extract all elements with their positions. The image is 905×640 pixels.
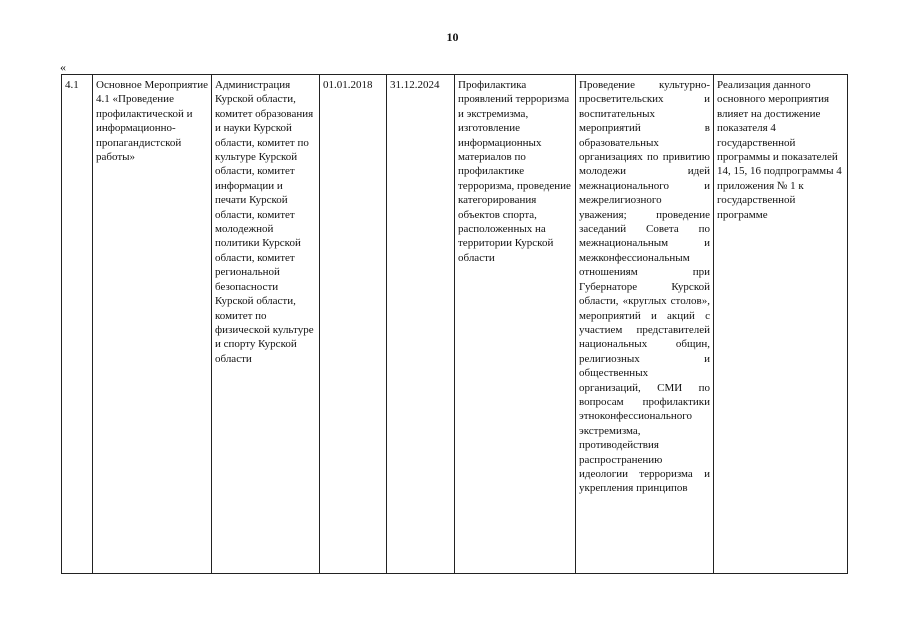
measures-table: [61, 74, 848, 574]
expected-result-cell: Профилактика проявлений терроризма и экстремизма, изготовление информационных материалов по профилактике терроризма, проведение категорирования объектов спорта, расположенных на территории Курской области: [455, 75, 576, 574]
opening-quote-mark: «: [60, 60, 66, 74]
page-number: 10: [446, 30, 459, 44]
indicators-relation-cell: Реализация данного основного мероприятия влияет на достижение показателя 4 государственной программы и показателей 14, 15, 16 подпрограммы 4 приложения № 1 к государственной программе: [714, 75, 848, 574]
row-number-cell: 4.1: [62, 75, 93, 574]
main-directions-cell: Проведение культурно-просветительских и воспитательных мероприятий в образовательных организациях по привитию молодежи идей межнационального и межрелигиозного уважения; проведение заседаний Совета по межнациональным и межконфессиональным отношениям при Губернаторе Курской области, «круглых столов», мероприятий и акций с участием представителей национальных общин, религиозных и общественных организаций, СМИ по вопросам профилактики этноконфессионального экстремизма, противодействия распространению идеологии терроризма и укрепления принципов: [576, 75, 714, 574]
measure-name-cell: Основное Мероприятие 4.1 «Проведение профилактической и информационно-пропагандистской работы»: [93, 75, 212, 574]
start-date-cell: 01.01.2018: [320, 75, 387, 574]
end-date-cell: 31.12.2024: [387, 75, 455, 574]
executor-cell: Администрация Курской области, комитет образования и науки Курской области, комитет по культуре Курской области, комитет информации и печати Курской области, комитет молодежной политики Курской области, комитет региональной безопасности Курской области, комитет по физической культуре и спорту Курской области: [212, 75, 320, 574]
table-row: [62, 75, 848, 574]
